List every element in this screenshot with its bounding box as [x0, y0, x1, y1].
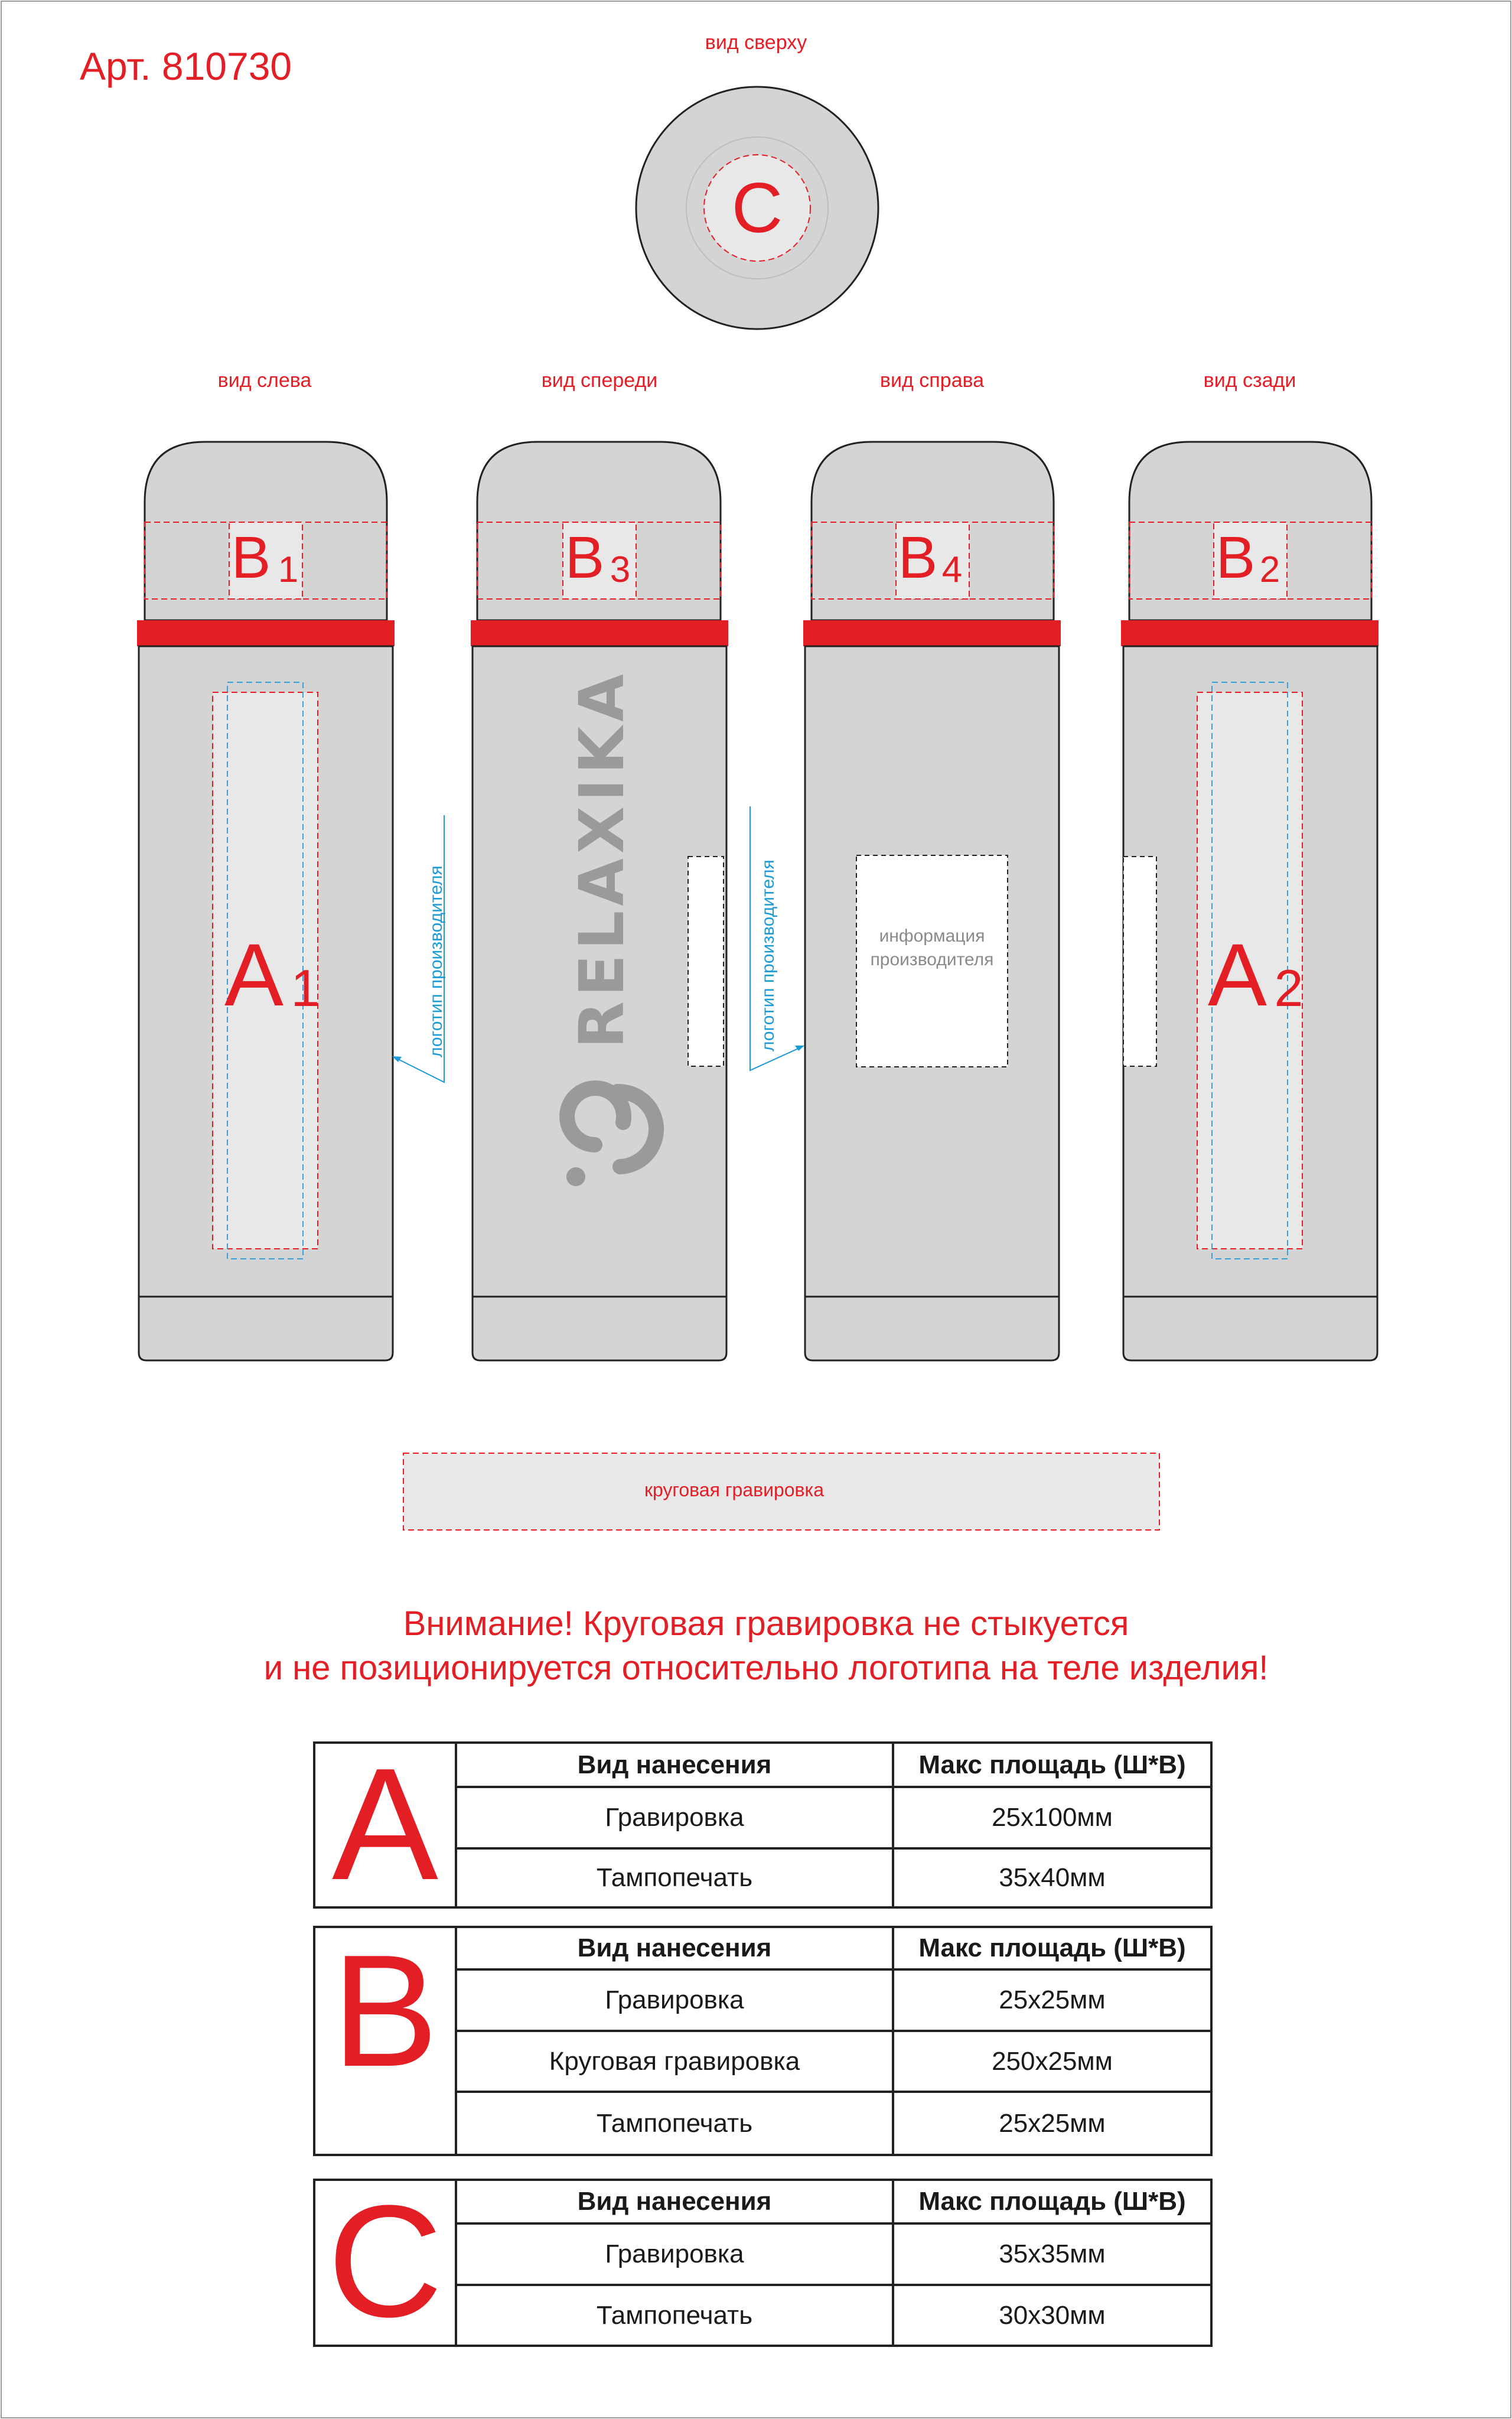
table-a-letter: A — [331, 1736, 439, 1913]
table-b-row1-method: Гравировка — [457, 1971, 894, 2030]
zone-a2-index: 2 — [1274, 959, 1304, 1017]
table-a-header — [457, 1744, 1210, 1788]
table-c-row1-method: Гравировка — [457, 2225, 894, 2284]
zone-c-label: C — [731, 168, 783, 248]
table-c-letter: C — [327, 2173, 443, 2350]
right-view-label: вид справа — [879, 369, 985, 392]
bottle-right-view — [803, 442, 1061, 1360]
table-c-header-area: Макс площадь (Ш*В) — [918, 2187, 1186, 2216]
table-b-letter: B — [331, 1922, 439, 2100]
zone-b4-letter: B — [898, 525, 938, 591]
table-c-row1-area: 35x35мм — [999, 2239, 1106, 2268]
table-row — [457, 1850, 1210, 1906]
table-a-row2-method: Тампопечать — [457, 1850, 894, 1906]
spec-table-a — [313, 1736, 1213, 1913]
table-b-header-area: Макс площадь (Ш*В) — [918, 1933, 1186, 1962]
bottle-front-view — [471, 442, 728, 1360]
logo-label-right: логотип производителя — [758, 859, 778, 1051]
bottle-left-view — [137, 442, 395, 1360]
warning-line2: и не позиционируется относительно логотипа на теле изделия! — [263, 1649, 1269, 1687]
zone-b1-letter: B — [231, 525, 271, 591]
table-c-header — [457, 2181, 1210, 2225]
table-a-letter-cell — [315, 1736, 457, 1913]
left-view-label: вид слева — [217, 369, 312, 392]
zone-a2-letter: A — [1207, 925, 1267, 1024]
spec-table-c — [313, 2173, 1213, 2350]
table-b-letter-cell — [315, 1922, 457, 2154]
back-view-label: вид сзади — [1203, 369, 1296, 392]
table-row — [457, 1788, 1210, 1850]
table-a-row1-method: Гравировка — [457, 1788, 894, 1847]
zone-b3-index: 3 — [610, 549, 631, 590]
table-b-row2-area: 250x25мм — [992, 2046, 1113, 2076]
table-a-row1-area: 25x100мм — [992, 1803, 1113, 1832]
table-c-header-method: Вид нанесения — [457, 2181, 894, 2222]
table-c-row2-method: Тампопечать — [457, 2286, 894, 2345]
table-row — [457, 2093, 1210, 2154]
table-c-row2-area: 30x30мм — [999, 2300, 1106, 2330]
article-number: Арт. 810730 — [80, 44, 292, 88]
table-row — [457, 1971, 1210, 2032]
table-b-row3-method: Тампопечать — [457, 2093, 894, 2154]
zone-b1-index: 1 — [278, 549, 299, 590]
bottle-back-view — [1121, 442, 1379, 1360]
table-b-header — [457, 1928, 1210, 1971]
top-view-label: вид сверху — [705, 31, 807, 54]
zone-a1-index: 1 — [291, 959, 320, 1017]
zone-a1-letter: A — [224, 925, 284, 1024]
table-b-row3-area: 25x25мм — [999, 2108, 1106, 2138]
table-b-row2-method: Круговая гравировка — [457, 2032, 894, 2091]
table-row — [457, 2032, 1210, 2093]
spec-table-b — [313, 1922, 1213, 2156]
table-row — [457, 2225, 1210, 2286]
circular-engraving-label: круговая гравировка — [644, 1479, 825, 1500]
table-row — [457, 2286, 1210, 2345]
table-c-letter-cell — [315, 2173, 457, 2350]
table-b-header-method: Вид нанесения — [457, 1928, 894, 1968]
info-label-line1: информация — [879, 926, 985, 946]
table-a-header-area: Макс площадь (Ш*В) — [918, 1750, 1186, 1779]
zone-b2-index: 2 — [1259, 549, 1280, 590]
table-b-row1-area: 25x25мм — [999, 1985, 1106, 2014]
info-label-line2: производителя — [870, 950, 994, 969]
table-a-header-method: Вид нанесения — [457, 1744, 894, 1786]
warning-line1: Внимание! Круговая гравировка не стыкуется — [403, 1604, 1129, 1643]
logo-label-left: логотип производителя — [426, 865, 446, 1057]
front-view-label: вид спереди — [541, 369, 658, 392]
zone-b3-letter: B — [565, 525, 605, 591]
circular-engraving-zone — [403, 1453, 1159, 1530]
table-a-row2-area: 35x40мм — [999, 1863, 1106, 1892]
logo-pointer-left — [392, 815, 446, 1082]
zone-b2-letter: B — [1216, 525, 1256, 591]
brand-logo-text: RELAXIKA — [566, 669, 638, 1049]
zone-b4-index: 4 — [941, 549, 963, 590]
logo-pointer-right — [750, 806, 804, 1070]
top-view — [636, 87, 878, 329]
